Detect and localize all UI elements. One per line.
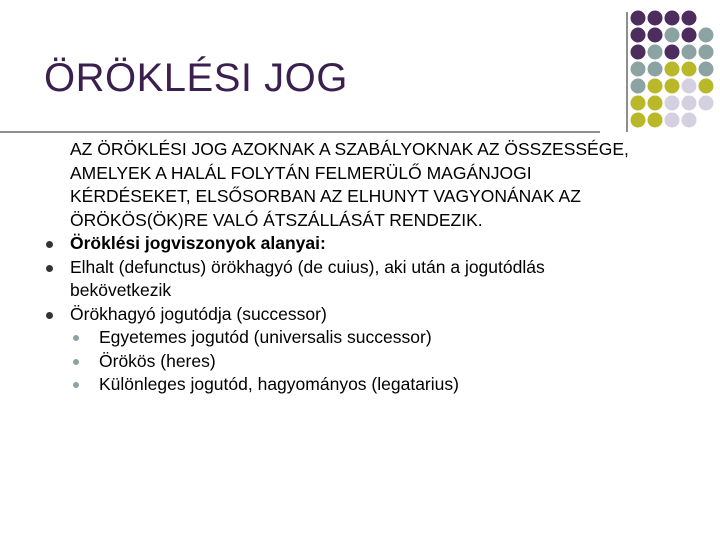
subbullet-text: Örökös (heres) [99,350,216,371]
decorative-dot [648,113,663,128]
decorative-dot [682,11,697,26]
decorative-dot [648,96,663,111]
decorative-dot [648,79,663,94]
decorative-dot [665,45,680,60]
intro-paragraph: AZ ÖRÖKLÉSI JOG AZOKNAK A SZABÁLYOKNAK AZ ÖSSZESSÉGE, AMELYEK A HALÁL FOLYTÁN FELMERÜLŐ MAGÁNJOGI KÉRDÉSEKET, ELSŐSORBAN AZ ELHUNYT VAGYONÁNAK AZ ÖRÖKÖS(ÖK)RE VALÓ ÁTSZÁLLÁSÁT RENDEZIK. [70,139,629,230]
subbullet-text: Különleges jogutód, hagyományos (legatarius) [99,374,459,394]
decorative-dot [648,62,663,77]
decorative-dot [665,28,680,43]
bullet-item [44,232,644,256]
decorative-dot [648,28,663,43]
decorative-dot [682,79,697,94]
decorative-dot [631,79,646,94]
bullet-text: Elhalt (defunctus) örökhagyó (de cuius), aki után a jogutódlás bekövetkezik [70,256,545,300]
subbullet-item [44,350,644,374]
decorative-dot [631,11,646,26]
decorative-dot [682,45,697,60]
decorative-dot [648,11,663,26]
decorative-dot [665,79,680,94]
title-underline [0,131,600,133]
slide-title: ÖRÖKLÉSI JOG [44,56,348,100]
decorative-dot [631,96,646,111]
subbullet-dot-icon [73,359,79,365]
bullet-dot-icon [46,312,53,319]
decorative-dot [631,62,646,77]
bullet-text: Örökhagyó jogutódja (successor) [70,303,327,324]
subbullet-item [44,373,644,397]
subbullet-dot-icon [73,335,79,341]
subbullet-item [44,326,644,350]
decorative-dot [631,113,646,128]
bullet-item [44,303,644,327]
decorative-dot [682,113,697,128]
decorative-dot [665,96,680,111]
decorative-dot [665,113,680,128]
subbullet-text: Egyetemes jogutód (universalis successor) [99,327,432,347]
decorative-dot [631,28,646,43]
slide-body [44,138,644,397]
decorative-dot [699,28,714,43]
decorative-dot [682,28,697,43]
decorative-dot [665,62,680,77]
vertical-divider [626,12,628,132]
decorative-dot [682,62,697,77]
bullet-text: Öröklési jogviszonyok alanyai: [70,233,326,253]
bullet-dot-icon [46,241,53,248]
bullet-dot-icon [46,265,53,272]
subbullet-dot-icon [73,382,79,388]
bullet-item [44,256,644,303]
decorative-dot [665,11,680,26]
decorative-dot [648,45,663,60]
decorative-dot [699,62,714,77]
decorative-dot [631,45,646,60]
decorative-dot [682,96,697,111]
decorative-dot [699,96,714,111]
decorative-dot [699,79,714,94]
decorative-dot [699,45,714,60]
